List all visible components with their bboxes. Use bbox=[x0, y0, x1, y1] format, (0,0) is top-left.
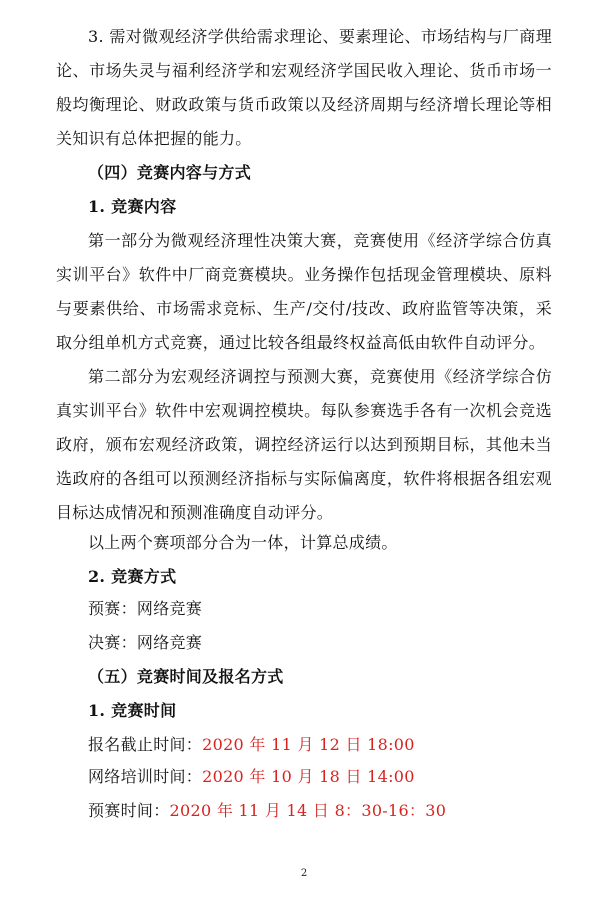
schedule-row-online-training bbox=[88, 760, 415, 794]
paragraph-requirement-3: 3. 需对微观经济学供给需求理论、要素理论、市场结构与厂商理论、市场失灵与福利经济学和宏观经济学国民收入理论、货币市场一般均衡理论、财政政策与货币政策以及经济周期与经济增长理论等相关知识有总体把握的能力。 bbox=[56, 27, 552, 148]
schedule-value: 2020 年 11 月 14 日 8：30-16：30 bbox=[169, 801, 447, 820]
schedule-row-prelim-time bbox=[88, 794, 446, 828]
subsection-5-1-heading: 1. 竞赛时间 bbox=[88, 701, 177, 720]
schedule-value: 2020 年 10 月 18 日 14:00 bbox=[202, 767, 415, 786]
schedule-row-registration-deadline bbox=[88, 728, 415, 762]
subsection-4-2-heading: 2. 竞赛方式 bbox=[88, 567, 177, 586]
schedule-value: 2020 年 11 月 12 日 18:00 bbox=[202, 735, 415, 754]
schedule-label: 报名截止时间： bbox=[88, 735, 203, 754]
paragraph-combined-score: 以上两个赛项部分合为一体，计算总成绩。 bbox=[88, 533, 398, 552]
section-5-heading: （五）竞赛时间及报名方式 bbox=[88, 667, 284, 686]
paragraph-part-1: 第一部分为微观经济理性决策大赛，竞赛使用《经济学综合仿真实训平台》软件中厂商竞赛模块。业务操作包括现金管理模块、原料与要素供给、市场需求竞标、生产/交付/技改、政府监管等决策，采取分组单机方式竞赛，通过比较各组最终权益高低由软件自动评分。 bbox=[56, 231, 552, 352]
subsection-4-1-heading: 1. 竞赛内容 bbox=[88, 197, 177, 216]
paragraph-part-2: 第二部分为宏观经济调控与预测大赛，竞赛使用《经济学综合仿真实训平台》软件中宏观调控模块。每队参赛选手各有一次机会竞选政府，颁布宏观经济政策，调控经济运行以达到预期目标，其他未当选政府的各组可以预测经济指标与实际偏离度，软件将根据各组宏观目标达成情况和预测准确度自动评分。 bbox=[56, 367, 552, 522]
schedule-label: 网络培训时间： bbox=[88, 767, 203, 786]
final-format: 决赛：网络竞赛 bbox=[88, 633, 203, 652]
page-number: 2 bbox=[300, 868, 308, 879]
section-4-heading: （四）竞赛内容与方式 bbox=[88, 163, 252, 182]
schedule-label: 预赛时间： bbox=[88, 801, 170, 820]
prelim-format: 预赛：网络竞赛 bbox=[88, 599, 203, 618]
